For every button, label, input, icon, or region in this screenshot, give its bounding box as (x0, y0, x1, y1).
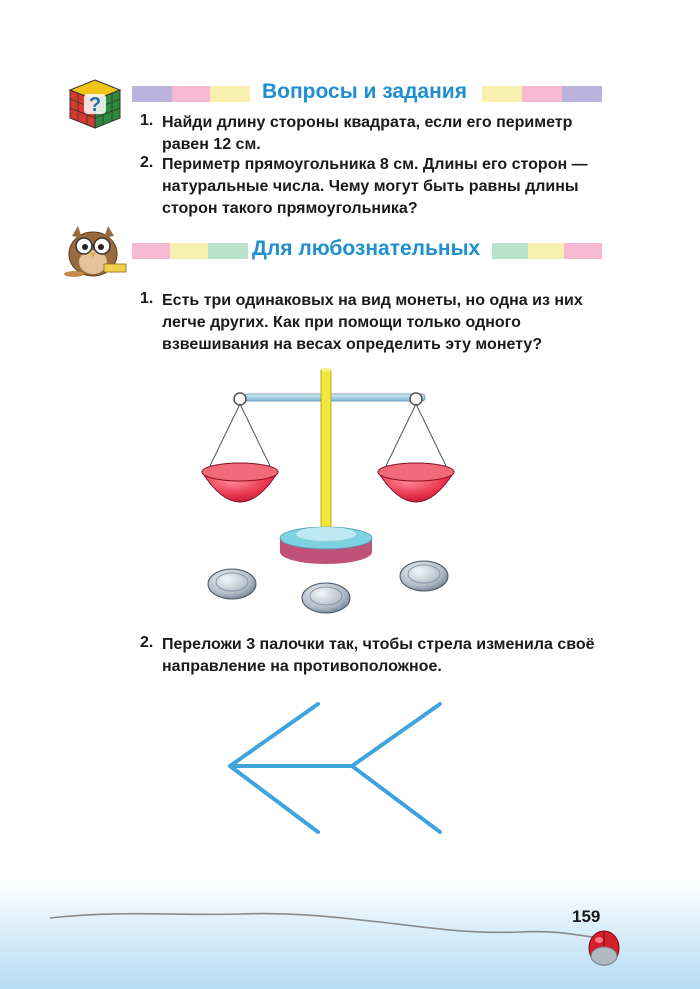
item-number: 2. (140, 634, 154, 651)
computer-mouse-icon (584, 924, 624, 968)
item-text: Есть три одинаковых на вид монеты, но одна из них легче других. Как при помощи только одного взвешивания на весах определить эту монету? (162, 292, 583, 353)
item-number: 2. (140, 154, 154, 171)
owl-mascot-icon (60, 224, 130, 280)
rubiks-cube-question-icon (68, 78, 122, 130)
svg-text:?: ? (88, 94, 102, 116)
list-item (140, 154, 610, 220)
item-text: Переложи 3 палочки так, чтобы стрела изменила своё направление на противоположное. (162, 636, 595, 675)
coin-icon (400, 561, 448, 591)
matchstick-arrow-illustration (220, 696, 450, 840)
section-title: Вопросы и задания (262, 80, 467, 103)
coin-icon (302, 583, 350, 613)
page-number: 159 (572, 907, 601, 926)
item-text: Периметр прямоугольника 8 см. Длины его сторон — натуральные числа. Чему могут быть равны длины сторон такого прямоугольника? (162, 156, 588, 217)
item-number: 1. (140, 112, 154, 129)
section-title: Для любознательных (252, 237, 481, 260)
list-item (140, 634, 610, 678)
balance-scale-illustration (190, 362, 480, 622)
item-text: Найди длину стороны квадрата, если его периметр равен 12 см. (162, 114, 573, 153)
list-item (140, 290, 610, 356)
list-item (140, 112, 610, 156)
item-number: 1. (140, 290, 154, 307)
coin-icon (208, 569, 256, 599)
